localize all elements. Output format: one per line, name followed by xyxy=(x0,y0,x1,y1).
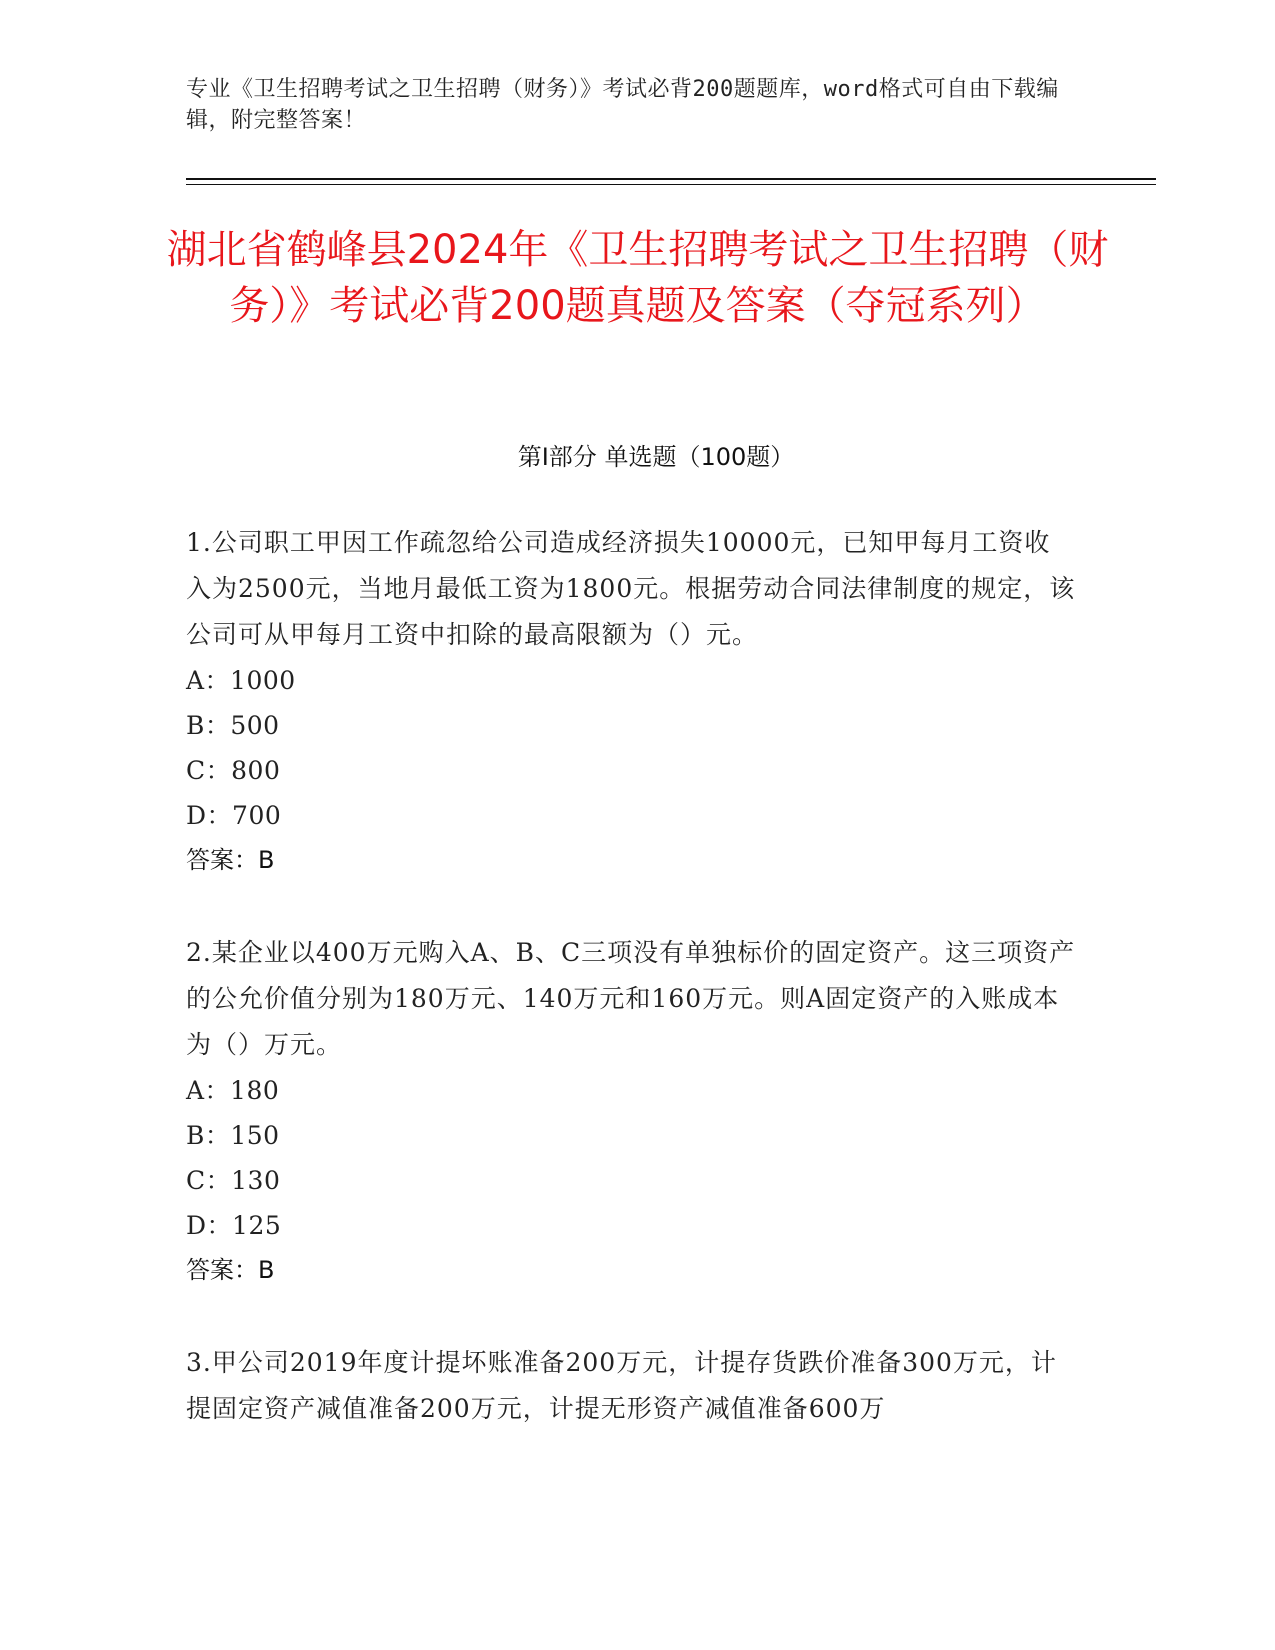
option-d: D：700 xyxy=(186,801,282,830)
question-item xyxy=(186,1340,1076,1432)
option-b: B：150 xyxy=(186,1121,280,1150)
option-b: B：500 xyxy=(186,711,280,740)
question-stem: 1.公司职工甲因工作疏忽给公司造成经济损失10000元，已知甲每月工资收入为2500元，当地月最低工资为1800元。根据劳动合同法律制度的规定，该公司可从甲每月工资中扣除的最高限额为（）元。 xyxy=(186,528,1076,649)
document-title: 湖北省鹤峰县2024年《卫生招聘考试之卫生招聘（财务）》考试必背200题真题及答案（夺冠系列） xyxy=(166,227,1109,329)
answer-line: 答案：B xyxy=(186,1256,275,1284)
answer-line: 答案：B xyxy=(186,846,275,874)
question-item xyxy=(186,930,1076,1293)
header-note: 专业《卫生招聘考试之卫生招聘（财务）》考试必背200题题库，word格式可自由下载编辑，附完整答案！ xyxy=(186,77,1059,133)
option-d: D：125 xyxy=(186,1211,282,1240)
option-a: A：1000 xyxy=(186,666,296,695)
header-divider-thin xyxy=(186,184,1156,185)
question-item xyxy=(186,520,1076,883)
header-divider-thick xyxy=(186,178,1156,180)
question-stem: 2.某企业以400万元购入A、B、C三项没有单独标价的固定资产。这三项资产的公允价值分别为180万元、140万元和160万元。则A固定资产的入账成本为（）万元。 xyxy=(186,938,1076,1059)
section-heading: 第Ⅰ部分 单选题（100题） xyxy=(517,443,795,471)
option-c: C：130 xyxy=(186,1166,281,1195)
question-stem: 3.甲公司2019年度计提坏账准备200万元，计提存货跌价准备300万元，计提固定资产减值准备200万元，计提无形资产减值准备600万 xyxy=(186,1348,1057,1423)
option-c: C：800 xyxy=(186,756,281,785)
option-a: A：180 xyxy=(186,1076,280,1105)
